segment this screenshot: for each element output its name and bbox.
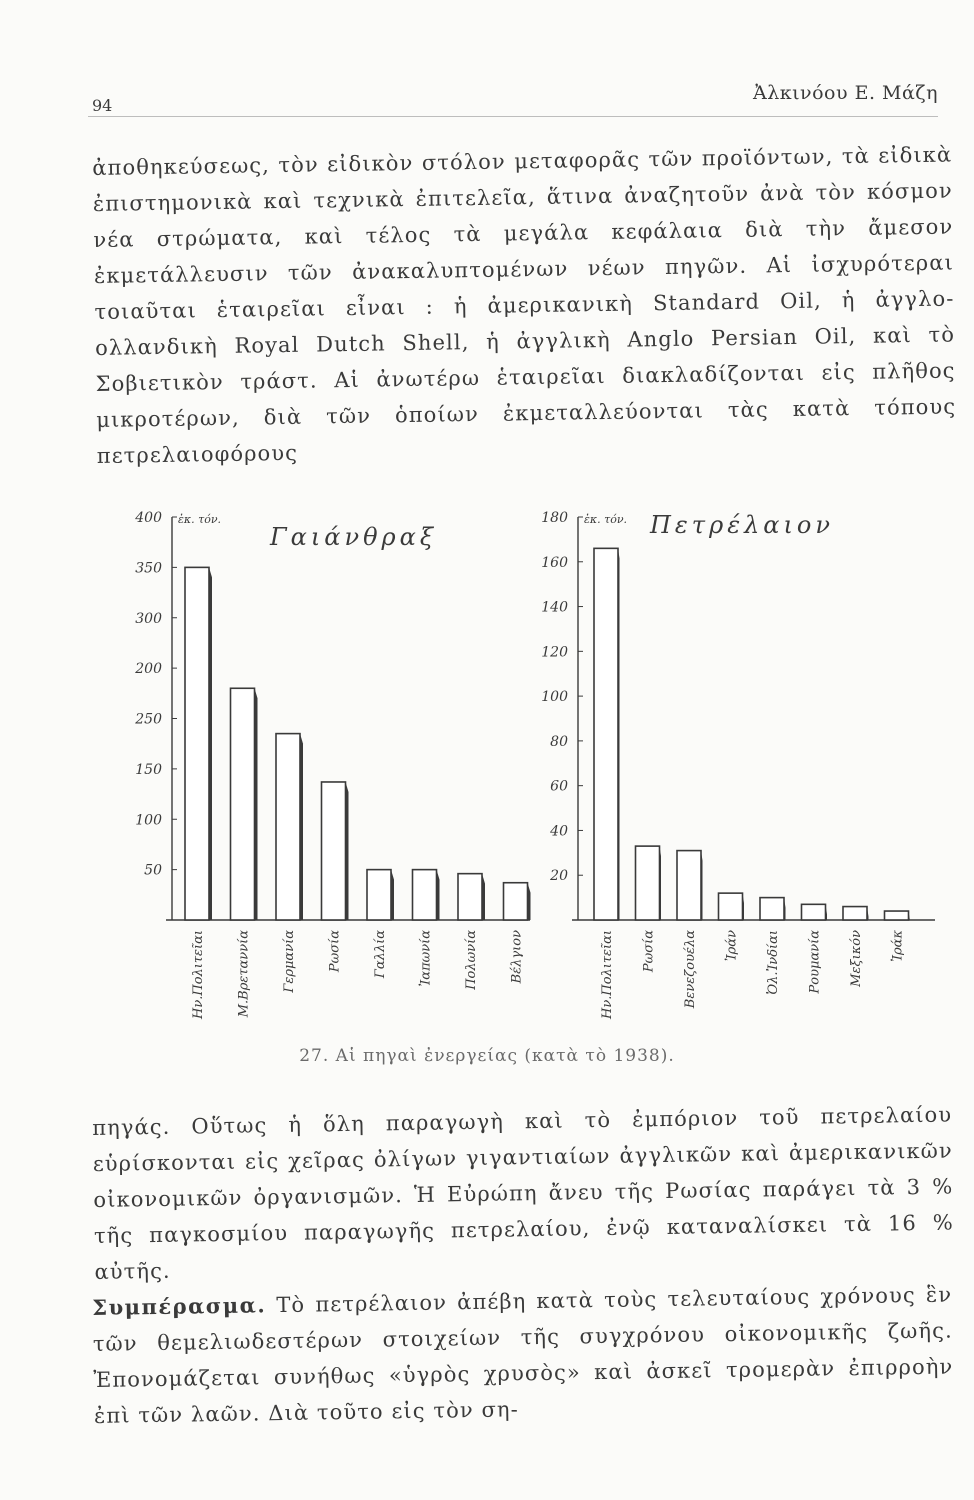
chart2-ytick-label: 120: [541, 644, 568, 661]
chart2-ytick-label: 160: [541, 554, 568, 571]
chart2-bar: [677, 851, 701, 920]
chart1-bar: [367, 870, 391, 920]
chart1-ytick-label: 200: [135, 661, 162, 678]
chart2-category-label: Μεξικόν: [849, 930, 864, 987]
chart2-ytick-label: 40: [550, 823, 568, 840]
figure-caption: 27. Αἱ πηγαὶ ἐνεργείας (κατὰ τὸ 1938).: [299, 1046, 675, 1066]
chart1-category-label: Γερμανία: [282, 930, 297, 993]
chart1-bar: [322, 782, 346, 920]
chart1-bar: [413, 870, 437, 920]
chart1-category-label: Μ.Βρεταννία: [236, 930, 252, 1018]
chart1-category-label: Ἰαπωνία: [418, 930, 434, 987]
chart2-category-label: Ἰράκ: [890, 930, 906, 962]
section-text: Τὸ πετρέλαιον ἀπέβη κατὰ τοὺς τελευταίους χρόνους ἓν τῶν θεμελιωδεστέρων στοιχείων τῆς συγχρόνου οἰκονομικῆς ζωῆς. Ἐπονομάζεται συνήθως «ὑγρὸς χρυσὸς» καὶ ἀσκεῖ τρομερὰν ἐπιρροὴν ἐπὶ τῶν λαῶν. Διὰ τοῦτο εἰς τὸν ση-: [92, 1282, 954, 1428]
chart1-ytick-label: 50: [144, 862, 162, 879]
chart1-ytick-label: 100: [135, 812, 162, 829]
chart1-ytick-label: 350: [135, 560, 162, 577]
chart1-ytick-label: 150: [135, 761, 162, 778]
chart2-category-label: Ἰράν: [724, 930, 740, 962]
chart1-bar: [231, 688, 255, 920]
chart2-bar: [843, 907, 867, 920]
chart1-bar: [504, 883, 528, 920]
page-number: 94: [92, 96, 113, 115]
chart2-bar: [802, 904, 826, 920]
chart1-ytick-label: 250: [135, 711, 162, 728]
chart1-bar: [276, 734, 300, 920]
chart2-bar: [885, 911, 909, 920]
chart2-ytick-label: 80: [550, 733, 568, 750]
chart1-category-label: Ην.Πολιτεῖαι: [191, 930, 206, 1020]
body-paragraph-3: [92, 1276, 954, 1433]
chart2-ytick-label: 140: [541, 599, 568, 616]
chart1-ytick-label: 300: [135, 610, 162, 627]
chart2-bar: [760, 898, 784, 920]
chart2-category-label: Βενεζουέλα: [683, 930, 698, 1009]
chart1-bar: [458, 874, 482, 920]
chart2-ytick-label: 60: [550, 778, 568, 795]
chart1-title: Γαιάνθραξ: [270, 523, 438, 551]
chart1-category-label: Πολωνία: [464, 930, 479, 990]
chart2-category-label: Ὀλ.Ἰνδίαι: [766, 930, 781, 995]
chart1-unit-label: ἑκ. τόν.: [178, 513, 222, 526]
chart1-ytick-label: 400: [135, 510, 162, 526]
running-header: [88, 82, 938, 117]
chart2-category-label: Ρουμανία: [807, 930, 823, 994]
energy-sources-charts: [110, 495, 950, 1035]
chart2-bar: [719, 893, 743, 920]
chart1-category-label: Βέλγιον: [509, 930, 525, 984]
running-author: Ἀλκινόου Ε. Μάζη: [752, 82, 938, 104]
chart2-title: Πετρέλαιον: [650, 511, 834, 539]
body-paragraph-2: πηγάς. Οὕτως ἡ ὅλη παραγωγὴ καὶ τὸ ἐμπόριον τοῦ πετρελαίου εὑρίσκονται εἰς χεῖρας ὀλίγων γιγαντιαίων ἀγγλικῶν καὶ ἀμερικανικῶν οἰκονομικῶν ὀργανισμῶν. Ἡ Εὐρώπη ἄνευ τῆς Ρωσίας παράγει τὰ 3 % τῆς παγκοσμίου παραγωγῆς πετρελαίου, ἐνῷ καταναλίσκει τὰ 16 % αὐτῆς.: [92, 1102, 955, 1284]
chart1-bar: [185, 567, 209, 920]
chart2-ytick-label: 20: [550, 868, 568, 885]
chart2-unit-label: ἑκ. τόν.: [584, 513, 628, 526]
chart2-ytick-label: 100: [541, 689, 568, 706]
chart2-ytick-label: 180: [541, 510, 568, 526]
section-heading: Συμπέρασμα.: [92, 1292, 267, 1320]
chart2-category-label: Ην.Πολιτεῖαι: [600, 930, 615, 1020]
body-paragraph-1: ἀποθηκεύσεως, τὸν εἰδικὸν στόλον μεταφορᾶς τῶν προϊόντων, τὰ εἰδικὰ ἐπιστημονικὰ καὶ τεχνικὰ ἐπιτελεῖα, ἅτινα ἀναζητοῦν ἀνὰ τὸν κόσμον νέα στρώματα, καὶ τέλος τὰ μεγάλα κεφάλαια διὰ τὴν ἄμεσον ἐκμετάλλευσιν τῶν ἀνακαλυπτομένων νέων πηγῶν. Αἱ ἰσχυρότεραι τοιαῦται ἑταιρεῖαι εἶναι : ἡ ἀμερικανικὴ Standard Oil, ἡ ἀγγλο-ολλανδικὴ Royal Dutch Shell, ἡ ἀγγλικὴ Anglo Persian Oil, καὶ τὸ Σοβιετικὸν τράστ. Αἱ ἀνωτέρω ἑταιρεῖαι διακλαδίζονται εἰς πλῆθος μικροτέρων, διὰ τῶν ὁποίων ἐκμεταλλεύονται τὰς κατὰ τόπους πετρελαιοφόρους: [92, 142, 957, 468]
chart2-bar: [636, 846, 660, 920]
chart1-category-label: Γαλλία: [373, 930, 388, 979]
chart1-category-label: Ρωσία: [327, 930, 343, 973]
chart2-category-label: Ρωσία: [641, 930, 657, 973]
chart2-bar: [594, 548, 618, 920]
